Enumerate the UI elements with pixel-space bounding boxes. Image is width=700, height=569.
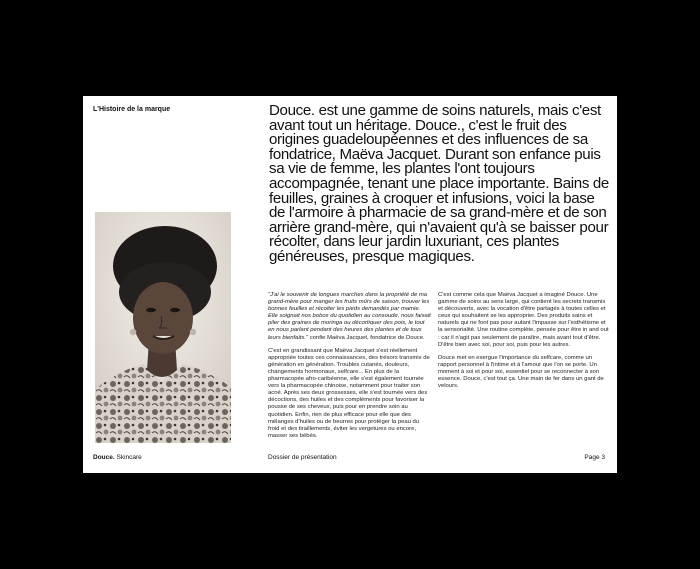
body-paragraph-2: C'est comme cela que Maëva Jacquet a imaginé Douce. Une gamme de soins au sens large, qui contient les secrets transmis et découverts, avec la vocation d'être partagés à toutes celles et ceux qui souhaitent se les approprier. Des produits sains et naturels qui ne font pas pour autant l'impasse sur l'esthétisme et la sensorialité. Une routine complète, pensée pour être in and out : car il n'agit pas seulement de paraître, mais avant tout d'être. D'être bien avec soi, pour soi, puis pour les autres.: [438, 292, 609, 348]
quote-paragraph: [268, 292, 431, 342]
footer-document-title: Dossier de présentation: [268, 454, 337, 461]
body-paragraph-3: Douce met en exergue l'importance du selfcare, comme un rapport personnel à l'intime et à l'amour que l'on se porte. Un moment à soi et pour soi, essentiel pour se reconnecter à son essence. Douce, c'est tout ça. Une main de fer dans un gant de velours.: [438, 354, 604, 390]
founder-quote: "J'ai le souvenir de longues marches dans la propriété de ma grand-mère pour manger les fruits mûrs de saison, trouver les bonnes feuilles et récolter les pieds demandés par mamie. Elle soignait nos bobos du quotidien au consoude, nous faisait piler des graines de moringa ou décortiquer des pois, le tout en nous parlant pendant des heures des plantes et de tous leurs bienfaits.": [268, 292, 431, 341]
body-column-left: [268, 292, 431, 446]
page-number: Page 3: [584, 454, 605, 461]
document-page: [83, 96, 617, 473]
body-column-right: [438, 292, 609, 396]
body-paragraph-1: C'est en grandissant que Maëva Jacquet s'est réellement appropriée toutes ces connaissances, des trésors transmis de génération en génération. Troubles cutanés, douleurs, changements hormonaux, selfcare... En plus de la pharmacopée afro-caribéenne, elle s'est également tournée vers la pharmacopée chinoise, notamment pour traiter son acné. Après ses deux grossesses, elle s'est tournée vers des décoctions, des huiles et des compléments pour favoriser la pousse de ses cheveux, puis pour en prendre soin au quotidien. Enfin, rien de plus efficace pour elle que des mélanges d'huiles ou de beurres pour protéger la peau du froid et des tiraillements, éviter les vergetures ou encore, masser ses bébés.: [268, 347, 430, 439]
intro-paragraph: Douce. est une gamme de soins naturels, mais c'est avant tout un héritage. Douce., c'est le fruit des origines guadeloupéennes et des influences de sa fondatrice, Maëva Jacquet. Durant son enfance puis sa vie de femme, les plantes l'ont toujours accompagnée, tenant une place importante. Bains de feuilles, graines à croquer et infusions, voici la base de l'armoire à pharmacie de sa grand-mère et de son arrière grand-mère, qui n'avaient qu'à se baisser pour récolter, dans leur jardin luxuriant, ces plantes généreuses, presque magiques.: [269, 102, 609, 265]
brand-suffix: Skincare: [114, 454, 142, 461]
brand-name: Douce.: [93, 454, 115, 461]
portrait-photo: [95, 212, 231, 443]
quote-attribution: confie Maëva Jacquet, fondatrice de Douce.: [308, 334, 425, 341]
footer-brand: [93, 454, 142, 461]
section-label: L'Histoire de la marque: [93, 106, 171, 113]
portrait-photo-icon: [95, 212, 231, 443]
